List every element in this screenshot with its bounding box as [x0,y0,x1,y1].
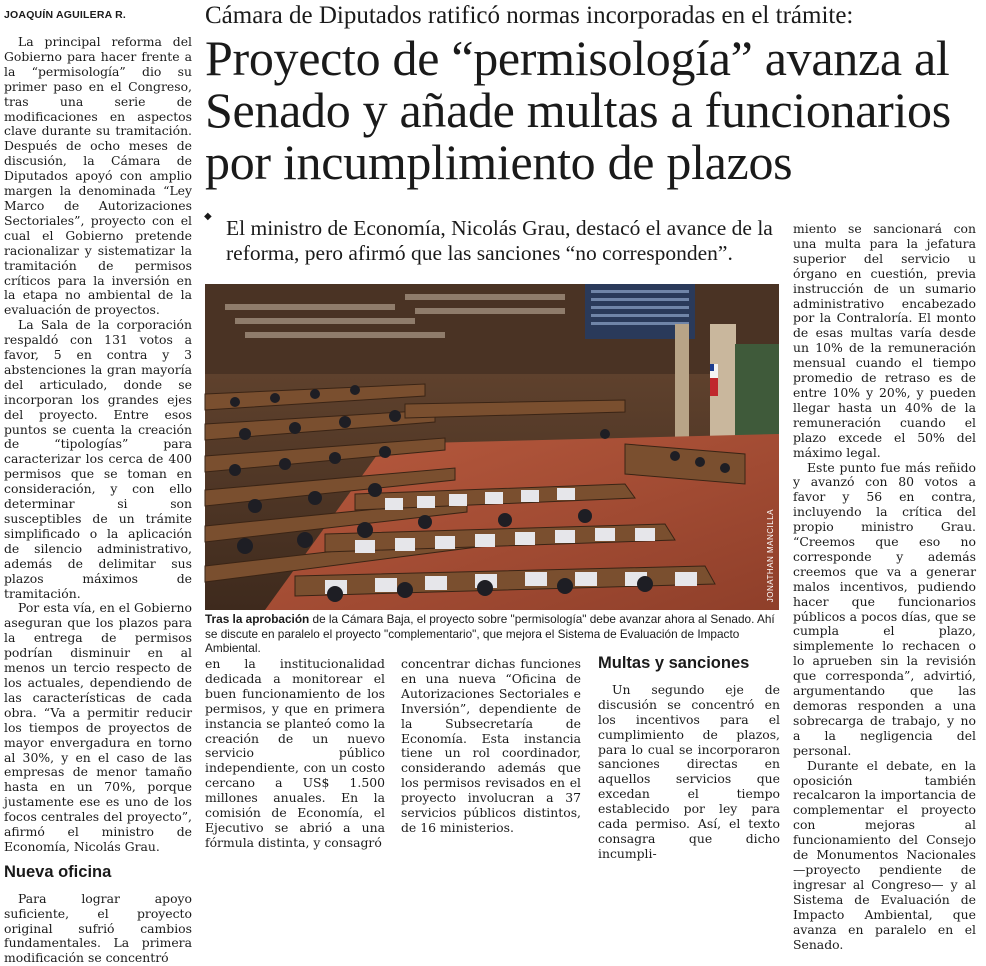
paragraph: concentrar dichas funciones en una nueva “Oficina de Autorizaciones Sectoriales e Inversión”, dependiente de la Subsecretaría de Economía. Esta instancia tiene un rol coordinador, considerando además que los permisos revisados en el proyecto involucran a 37 servicios públicos distintos, de 16 ministerios. [401,656,581,835]
column-2 [205,656,385,850]
lede-block [204,211,784,266]
subhead-multas: Multas y sanciones [598,654,750,672]
paragraph: La Sala de la corporación respaldó con 131 votos a favor, 5 en contra y 3 abstenciones la gran mayoría del articulado, donde se incorporan los grandes ejes del proyecto. Entre esos puntos se cuenta la creación de “tipologías” para caracterizar los cerca de 400 permisos que se toman en consideración, y con ello determinar si son susceptibles de un trámite simplificado o la aplicación de silencio administrativo, además de delimitar sus plazos máximos de tramitación. [4,317,192,601]
paragraph: Un segundo eje de discusión se concentró en los incentivos para el cumplimiento de plazos, para lo cual se incorporaron sanciones directas en aquellos servicios que excedan el tiempo establecido por ley para cada permiso. Así, el texto consagra que dicho incumpli- [598,681,780,861]
paragraph: Por esta vía, en el Gobierno aseguran que los plazos para la entrega de permisos podrían disminuir en al menos un tercio respecto de los actuales, dependiendo de las características de cada obra. “Va a permitir reducir los tiempos de proyectos de mayor envergadura en torno al 30%, y en el caso de las empresas de menor tamaño hasta en un 70%, porque justamente ese es uno de los focos centrales del proyecto”, afirmó el ministro de Economía, Nicolás Grau. [4,600,192,854]
paragraph: La principal reforma del Gobierno para hacer frente a la “permisología” dio su primer paso en el Congreso, tras una serie de modificaciones en aspectos clave durante su tramitación. Después de ocho meses de discusión, la Cámara de Diputados apoyó con amplio margen la denominada “Ley Marco de Autorizaciones Sectoriales”, proyecto con el cual el Gobierno pretende racionalizar y sistematizar la tramitación de permisos críticos para la inversión en la etapa no ambiental de la evaluación de proyectos. [4,34,192,318]
paragraph: miento se sancionará con una multa para la jefatura superior del servicio u órgano en cuestión, previa instrucción de un sumario administrativo encabezado por la Contraloría. El monto de esas multas varía desde un 10% de la remuneración mensual cuando el tiempo promedio de retraso es de entre 10% y 20%, y pueden llegar hasta un 40% de la remuneración cuando el plazo excede el 50% del máximo legal. [793,221,976,460]
photo-caption [205,612,781,656]
byline: JOAQUÍN AGUILERA R. [4,9,127,21]
column-4 [598,654,780,861]
column-1 [4,34,192,966]
paragraph: Este punto fue más reñido y avanzó con 80 votos a favor y 56 en contra, incluyendo la crítica del propio ministro Grau. “Creemos que eso no corresponde y además creemos que va a generar malos incentivos, pudiendo hacer que funcionarios públicos a pocos días, que se cumpla el plazo, simplemente lo rechacen o lo aprueben sin la revisión que corresponda”, advirtió, argumentando que las demoras responden a una sobrecarga de trabajo, y no a la negligencia del personal. [793,459,976,758]
paragraph: en la institucionalidad dedicada a monitorear el buen funcionamiento de los permisos, y que en primera instancia se planteó como la creación de un nuevo servicio público independiente, con un costo cercano a US$ 1.500 millones anuales. En la comisión de Economía, el Ejecutivo se abrió a una fórmula distinta, y consagró [205,656,385,850]
chamber-photo-icon [205,284,779,610]
paragraph: Para lograr apoyo suficiente, el proyecto original sufrió cambios fundamentales. La primera modificación se concentró [4,890,192,966]
caption-lead: Tras la aprobación [205,612,310,626]
column-3 [401,656,581,835]
photo-credit: JONATHAN MANCILLA [766,508,775,602]
lede: El ministro de Economía, Nicolás Grau, destacó el avance de la reforma, pero afirmó que las sanciones “no corresponden”. [226,216,773,265]
paragraph: Durante el debate, en la oposición también recalcaron la importancia de complementar el proyecto con mejoras al funcionamiento del Consejo de Monumentos Nacionales —proyecto pendiente de ingresar al Congreso— y al Sistema de Evaluación de Impacto Ambiental, que avanza en paralelo en el Senado. [793,757,976,952]
bullet-icon: ◆ [204,211,212,222]
subhead-nueva-oficina: Nueva oficina [4,862,112,881]
caption-text: de la Cámara Baja, el proyecto sobre "permisología" debe avanzar ahora al Senado. Ahí se discute en paralelo el proyecto "complementario", que mejora el Sistema de Evaluación de Impacto Ambiental. [205,612,775,655]
headline: Proyecto de “permisología” avanza al Senado y añade multas a funcionarios por incumplimiento de plazos [205,30,951,190]
chamber-photo [205,284,779,610]
column-5 [793,221,976,952]
kicker: Cámara de Diputados ratificó normas incorporadas en el trámite: [205,2,854,29]
